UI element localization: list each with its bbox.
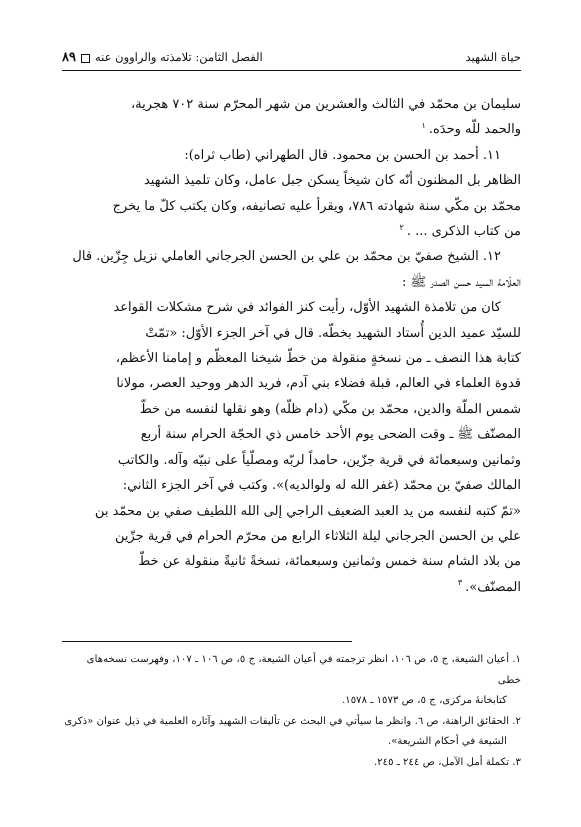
text-line: محمّد بن مكّي سنة شهادته ٧٨٦، ويقرأ عليه تصانيفه، وكان يكتب كلّ ما يخرج	[112, 198, 521, 214]
footnote-line: ٣. تكملة أمل الآمل، ص ٢٤٤ ـ ٢٤٥.	[373, 756, 521, 768]
footnote-ref: ١	[421, 121, 426, 131]
running-header	[62, 48, 521, 66]
footnote-line: الشيعة في أحكام الشريعة».	[387, 736, 507, 747]
text-line: كان من تلامذة الشهيد الأوّل، رأيت كنز الفوائد في شرح مشكلات القواعد	[113, 300, 501, 316]
chapter-header	[62, 48, 263, 67]
text-line: المالك صفيّ بن محمّد (غفر الله له ولوالديه)». وكتب في آخر الجزء الثاني:	[122, 478, 521, 494]
page-number: ٨٩	[62, 50, 76, 65]
separator-square-icon	[81, 54, 90, 63]
text-line: المصنّف ﷺ ـ وقت الضحى يوم الأحد خامس ذي الحجّة الحرام سنة أربع	[140, 427, 521, 443]
footnote-ref: ٣	[457, 578, 463, 588]
footnote-line: كتابخانهٔ مركزى، ج ٥، ص ١٥٧٣ ـ ١٥٧٨.	[341, 695, 507, 706]
text-line: سليمان بن محمّد في الثالث والعشرين من شهر المحرّم سنة ٧٠٢ هجرية،	[130, 97, 521, 112]
text-line: من بلاد الشام سنة خمس وثمانين وسبعمائة، نسخةً ثانيةً منقولة عن خطّ	[138, 554, 521, 570]
footnote-rule	[62, 641, 352, 642]
text-line: «تمّ كتبه لنفسه من يد العبد الضعيف الراجي إلى الله اللطيف صفي بن محمّد بن	[94, 503, 521, 519]
footnotes	[62, 650, 521, 773]
footnote-line: ١. أعيان الشيعة، ج ٥، ص ١٠٦، انظر ترجمته في أعيان الشيعة، ج ٥، ص ١٠٦ ـ ١٠٧، وفهرست نسخه‌هاى خطى	[86, 654, 521, 686]
text-line: من كتاب الذكرى ... .$^٢$	[399, 222, 521, 240]
text-line: وثمانين وسبعمائة في قرية جزّين، حامداً لربّه ومصلّياً على نبيّه وآله. والكاتب	[117, 452, 521, 468]
main-text	[62, 92, 521, 600]
footnote-ref: ٢	[399, 222, 404, 232]
text-line: علي بن الحسن الجرجاني ليلة الثلاثاء الرابع من محرّم الحرام في قرية جزّين	[114, 528, 521, 544]
text-line: كتابة هذا النصف ـ من نسخةٍ منقولة من خطّ شيخنا المعظّم و إمامنا الأعظم،	[115, 351, 521, 367]
text-line: الظاهر بل المظنون أنّه كان شيخاً يسكن جبل عامل، وكان تلميذ الشهيد	[143, 173, 521, 189]
text-line: شمس الملّة والدين، محمّد بن مكّي (دام ظلّه) وهو نقلها لنفسه من خطّ	[139, 401, 521, 417]
book-title: حياة الشهيد	[465, 50, 521, 64]
text-line: والحمد للّه وحدَه.$^١$	[421, 121, 521, 138]
text-line: المصنّف».$^٣$	[457, 578, 521, 595]
entry-heading: ١١. أحمد بن الحسن بن محمود. قال الطهراني (طاب ثراه):	[184, 147, 501, 163]
text-line: قدوة العلماء في العالم، قبلة فضلاء بني آدم، فريد الدهر ووحيد العصر، مولانا	[116, 376, 521, 392]
entry-heading: ١٢. الشيخ صفيّ بن محمّد بن علي بن الحسن الجرجاني العاملي نزيل جِزّين. قال	[72, 249, 501, 265]
text-line: للسيّد عميد الدين أُستاد الشهيد بخطّه. قال في آخر الجزء الأوّل: «تمّتْ	[145, 325, 521, 341]
text-line: العلّامة السيد حسن الصدر ﷺ :	[401, 274, 521, 290]
footnote-line: ٢. الحقائق الراهنة، ص ٦. وانظر ما سيأتي في البحث عن تأليفات الشهيد وآثاره العلمية في ذيل عنوان «ذكرى	[64, 715, 521, 727]
header-rule	[62, 70, 521, 71]
chapter-title: الفصل الثامن: تلامذته والراوون عنه	[94, 50, 263, 64]
